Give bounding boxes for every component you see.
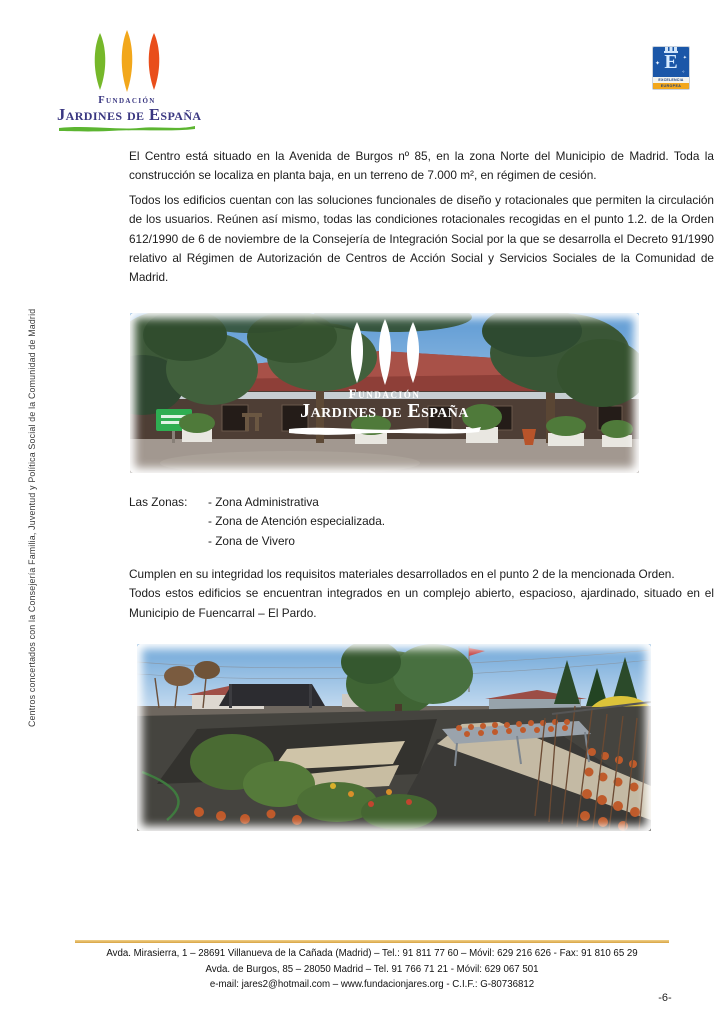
star-icon: ✦ [682,55,687,61]
badge-letter: E [664,51,678,73]
zone-item-vivero: - Zona de Vivero [208,533,295,548]
zone-item-administrativa: - Zona Administrativa [208,494,319,509]
paragraph-requisitos: Cumplen en su integridad los requisitos materiales desarrollados en el punto 2 de la mencionada Orden. [129,567,675,582]
footer-contact-line3: e-mail: jares2@hotmail.com – www.fundacionjares.org - C.I.F.: G-80736812 [209,979,535,991]
green-brush-underline [57,124,197,132]
zone-item-atencion: - Zona de Atención especializada. [208,514,386,529]
excellence-badge [652,46,690,90]
footer-gold-rule [75,940,669,943]
three-trees-icon [88,30,166,94]
foundation-logo [57,30,202,132]
badge-text-excelencia: EXCELENCIA [653,77,689,83]
badge-text-europea: EUROPEA [653,83,689,89]
footer-address-line2: Avda. de Burgos, 85 – 28050 Madrid – Tel. 91 766 71 21 - Móvil: 629 067 501 [205,963,539,975]
body-text-block [129,147,714,831]
facility-entrance-photo [130,313,639,473]
photo-logo-overlay [255,319,515,436]
star-icon: ✧ [681,69,685,74]
photo-overlay-line2: Jardines de España [300,399,469,422]
photo-overlay-line1: Fundación [348,385,421,401]
star-icon: ✦ [655,61,661,67]
zones-label: Las Zonas: [129,494,188,509]
page-number: -6- [658,992,672,1004]
zones-section [129,493,714,551]
white-brush-underline [285,424,485,436]
sidebar-vertical-caption: Centros concertados con la Consejería Familia, Juventud y Política Social de la Comunidad de Madrid [27,308,37,727]
footer-address-line1: Avda. Mirasierra, 1 – 28691 Villanueva de la Cañada (Madrid) – Tel.: 91 811 77 60 – Móvil: 629 216 626 - Fax: 91 810 65 29 [106,948,638,959]
brand-name-line1: Fundación [98,95,156,106]
zones-list [208,493,385,551]
paragraph-location: El Centro está situado en la Avenida de Burgos nº 85, en la zona Norte del Municipio de Madrid. Toda la construcción se localiza en planta baja, en un terreno de 7.000 m², en régimen de cesión. [129,149,714,183]
paragraph-complejo: Todos estos edificios se encuentran integrados en un complejo abierto, espacioso, ajardinado, situado en el Municipio de Fuencarral – El Pardo. [129,586,714,620]
three-trees-white-icon [343,319,427,387]
brand-name-line2: Jardines de España [57,105,202,124]
footer-contact-block [75,946,669,993]
paragraph-buildings: Todos los edificios cuentan con las soluciones funcionales de diseño y rotacionales que permiten la circulación de los usuarios. Reúnen así mismo, todas las condiciones rotacionales recogidas en el punto 1.2. de la Orden 612/1990 de 6 de noviembre de la Consejería de Integración Social por la que se desarrolla el Decreto 91/1990 relativo al Régimen de Autorización de Centros de Acción Social y Servicios Sociales de la Comunidad de Madrid. [129,192,714,285]
badge-emblem [653,47,689,77]
nursery-garden-photo [137,644,651,831]
